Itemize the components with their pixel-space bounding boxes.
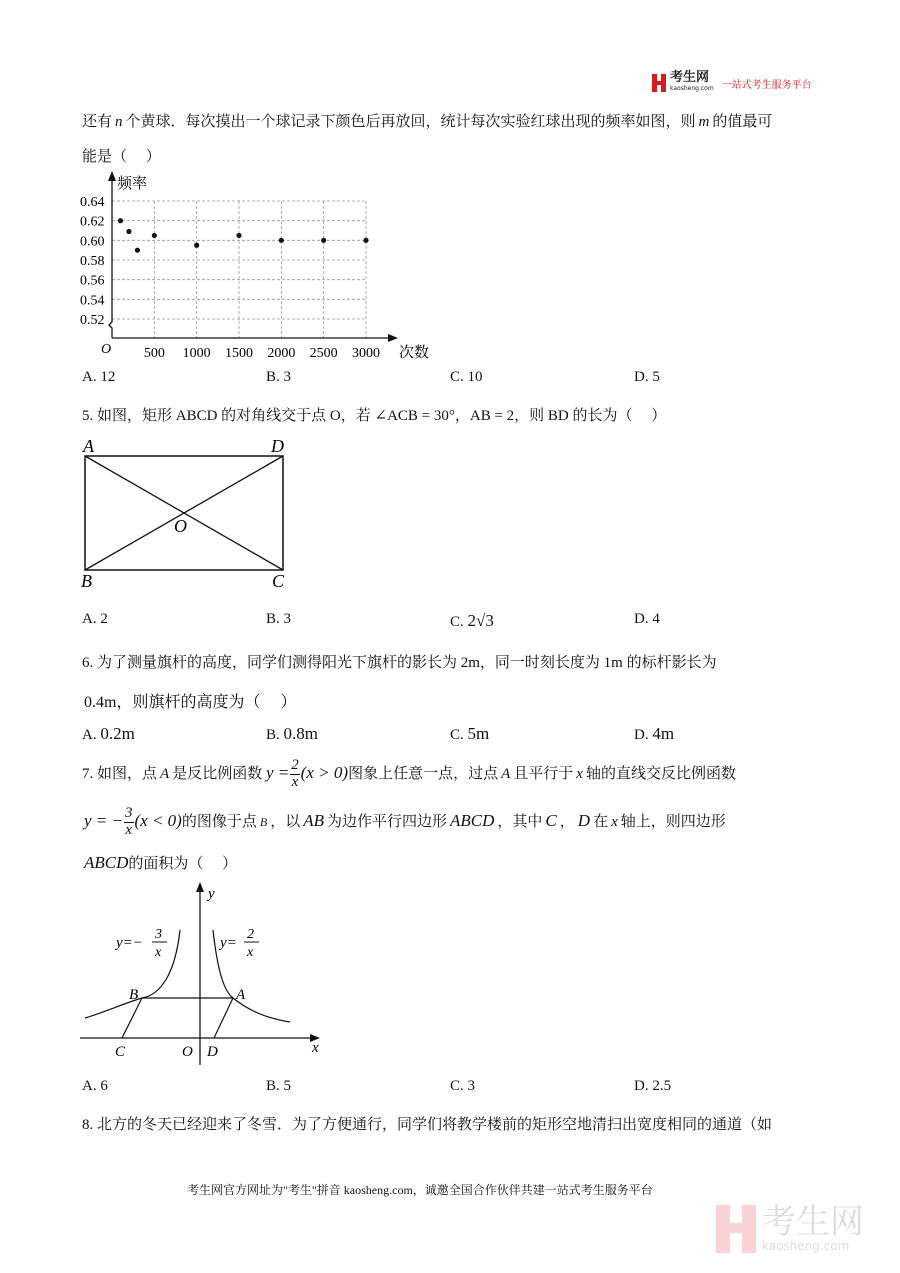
q6-option-c[interactable]: C. 5m (450, 724, 490, 743)
y-tick-label: 0.62 (80, 214, 105, 230)
label-b: B (81, 571, 92, 591)
svg-text:y=: y= (220, 935, 237, 951)
label-d: D (271, 436, 284, 456)
q7-option-c[interactable]: C. 3 (450, 1078, 476, 1094)
q4-option-a[interactable]: A. 12 (82, 369, 116, 385)
x-tick-label: 2000 (267, 346, 296, 361)
y-axis-label: 频率 (117, 176, 148, 192)
q4-option-c[interactable]: C. 10 (450, 369, 483, 385)
svg-text:y: y (208, 886, 215, 902)
x-tick-label: 2500 (309, 346, 338, 361)
q7-option-d[interactable]: D. 2.5 (634, 1078, 672, 1094)
y-axis-arrow (108, 171, 116, 181)
x-axis-arrow (388, 334, 398, 342)
data-point (194, 243, 199, 248)
q5-stem: 5. 如图，矩形 ABCD 的对角线交于点 O，若 ∠ACB = 30°，AB = 2，则 BD 的长为（ ） (82, 408, 667, 424)
y-tick-label: 0.58 (80, 254, 105, 269)
rectangle-diagram (75, 432, 305, 592)
q7-option-b[interactable]: B. 5 (266, 1078, 292, 1094)
x-tick-label: 3000 (352, 346, 380, 361)
svg-text:x: x (312, 1040, 319, 1056)
svg-text:B: B (129, 987, 139, 1003)
svg-text:C: C (115, 1044, 126, 1060)
y-tick-label: 0.54 (80, 293, 105, 309)
q4-option-d[interactable]: D. 5 (634, 369, 660, 385)
logo-name: 考生网 (670, 70, 710, 85)
label-o: O (174, 516, 187, 536)
data-point (279, 238, 284, 243)
header-logo (652, 72, 812, 94)
q4-option-b[interactable]: B. 3 (266, 369, 292, 385)
label-a: A (83, 436, 94, 456)
q7-option-a[interactable]: A. 6 (82, 1078, 108, 1094)
q7-line1: 7. 如图，点 A 是反比例函数 y = $\frac{2}{x}$ (x > 0)图象上任意一点，过点 A 且平行于 x 轴的直线交反比例函数 (82, 757, 736, 791)
q6-option-d[interactable]: D. 4m (634, 724, 675, 743)
header-slogan: 一站式考生服务平台 (721, 79, 812, 91)
svg-text:2: 2 (247, 927, 254, 942)
svg-text:x: x (247, 945, 254, 960)
data-point (363, 238, 368, 243)
y-axis (109, 175, 112, 338)
q6-option-a[interactable]: A. 0.2m (82, 724, 135, 743)
svg-text:O: O (182, 1044, 193, 1060)
data-point (118, 218, 123, 223)
svg-text:x: x (155, 945, 162, 960)
svg-text:y=−: y=− (116, 935, 143, 951)
label-c: C (272, 571, 285, 591)
y-tick-label: 0.52 (80, 313, 105, 328)
watermark-logo: 考生网 kaosheng.com (716, 1205, 864, 1253)
y-tick-label: 0.56 (80, 273, 105, 289)
q4-line2: 能是（ ） (82, 149, 161, 165)
q6-option-b[interactable]: B. 0.8m (266, 724, 318, 743)
q6-line2: 0.4m，则旗杆的高度为（ ） (84, 694, 297, 711)
q5-option-c[interactable]: C. 2√3 (450, 611, 494, 630)
x-axis-label: 次数 (399, 345, 430, 361)
svg-text:A: A (236, 987, 246, 1003)
q4-line1: 还有 n 个黄球．每次摸出一个球记录下颜色后再放回，统计每次实验红球出现的频率如图，则 m 的值最可 (82, 114, 773, 130)
data-point (321, 238, 326, 243)
q8-line1: 8. 北方的冬天已经迎来了冬雪．为了方便通行，同学们将教学楼前的矩形空地清扫出宽度相同的通道（如 (82, 1117, 773, 1133)
data-point (126, 229, 131, 234)
q6-line1: 6. 为了测量旗杆的高度，同学们测得阳光下旗杆的影长为 2m，同一时刻长度为 1m 的标杆影长为 (82, 655, 717, 671)
hyperbola-diagram (70, 880, 340, 1070)
svg-text:3: 3 (155, 927, 162, 942)
y-tick-label: 0.64 (80, 195, 105, 210)
frequency-chart (0, 0, 450, 370)
x-tick-label: 1000 (182, 346, 211, 361)
svg-text:D: D (207, 1044, 218, 1060)
q5-option-d[interactable]: D. 4 (634, 611, 660, 627)
footer-text: 考生网官方网址为"考生"拼音 kaosheng.com，诚邀全国合作伙伴共建一站式考生服务平台 (187, 1183, 653, 1197)
origin-label: O (101, 342, 112, 357)
x-tick-label: 1500 (225, 346, 253, 361)
logo-icon (652, 74, 666, 92)
logo-sub: kaosheng.com (670, 85, 714, 92)
q5-option-b[interactable]: B. 3 (266, 611, 292, 627)
q7-line3: ABCD的面积为（ ） (84, 853, 238, 872)
x-tick-label: 500 (143, 346, 165, 361)
y-tick-label: 0.60 (80, 234, 105, 250)
data-point (152, 233, 157, 238)
watermark-icon (716, 1205, 756, 1253)
data-point (135, 248, 140, 253)
q7-line2: y = − $\frac{3}{x}$ (x < 0)的图像于点 B ，以 AB 为边作平行四边形 ABCD ，其中 C ， D 在 x 轴上，则四边形 (84, 805, 726, 839)
q5-option-a[interactable]: A. 2 (82, 611, 108, 627)
data-point (236, 233, 241, 238)
